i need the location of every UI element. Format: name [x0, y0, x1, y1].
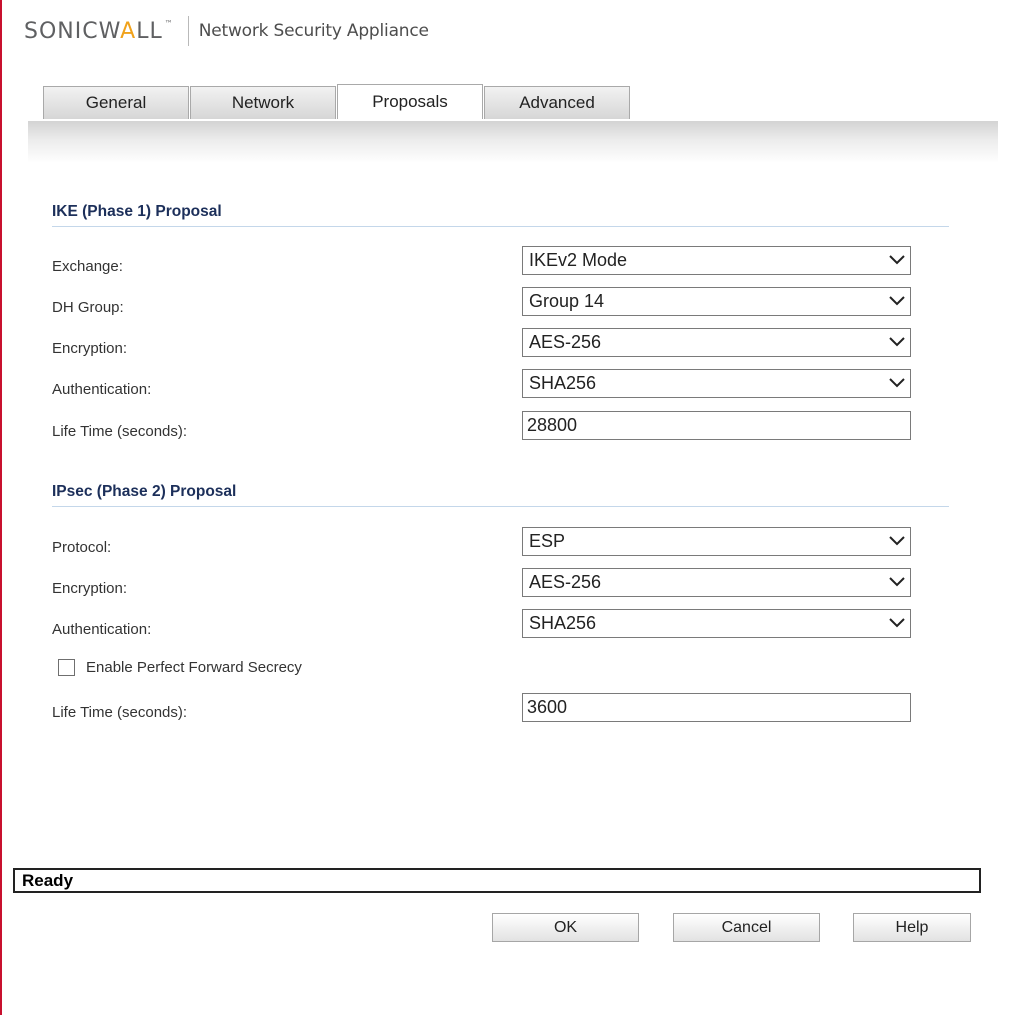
product-name: Network Security Appliance	[198, 21, 429, 41]
chevron-down-icon	[888, 293, 906, 309]
ike-encryption-label: Encryption:	[52, 340, 128, 357]
ipsec-encryption-label: Encryption:	[52, 580, 128, 597]
pfs-option[interactable]	[58, 659, 302, 676]
tab-proposals[interactable]: Proposals	[337, 84, 483, 119]
ipsec-authentication-label: Authentication:	[52, 621, 152, 638]
tab-strip	[43, 86, 631, 119]
ike-authentication-select[interactable]	[522, 369, 911, 398]
ipsec-lifetime-input[interactable]	[522, 693, 911, 722]
logo-text-end: LL	[136, 18, 163, 44]
ike-lifetime-input[interactable]	[522, 411, 911, 440]
exchange-select[interactable]	[522, 246, 911, 275]
protocol-select[interactable]	[522, 527, 911, 556]
header-divider	[188, 16, 189, 46]
chevron-down-icon	[888, 334, 906, 350]
chevron-down-icon	[888, 615, 906, 631]
ike-lifetime-label: Life Time (seconds):	[52, 423, 188, 440]
dh-group-select[interactable]	[522, 287, 911, 316]
pfs-label: Enable Perfect Forward Secrecy	[86, 659, 302, 676]
tab-network[interactable]: Network	[190, 86, 336, 119]
ipsec-encryption-select[interactable]	[522, 568, 911, 597]
cancel-button[interactable]: Cancel	[673, 913, 820, 942]
app-header	[24, 14, 429, 48]
protocol-label: Protocol:	[52, 539, 112, 556]
chevron-down-icon	[888, 574, 906, 590]
status-bar: Ready	[13, 868, 981, 893]
ike-encryption-value: AES-256	[529, 332, 602, 352]
help-button[interactable]: Help	[853, 913, 971, 942]
window-left-border	[0, 0, 2, 1015]
protocol-value: ESP	[529, 531, 566, 551]
ok-button[interactable]: OK	[492, 913, 639, 942]
tab-general[interactable]: General	[43, 86, 189, 119]
ipsec-authentication-value: SHA256	[529, 613, 597, 633]
exchange-label: Exchange:	[52, 258, 123, 275]
tab-advanced[interactable]: Advanced	[484, 86, 630, 119]
sonicwall-logo	[24, 19, 174, 44]
ipsec-authentication-select[interactable]	[522, 609, 911, 638]
ike-authentication-label: Authentication:	[52, 381, 152, 398]
ike-authentication-value: SHA256	[529, 373, 597, 393]
chevron-down-icon	[888, 252, 906, 268]
ike-encryption-select[interactable]	[522, 328, 911, 357]
chevron-down-icon	[888, 375, 906, 391]
dh-group-value: Group 14	[529, 291, 605, 311]
tab-content-header-bar	[28, 121, 998, 163]
pfs-checkbox[interactable]	[58, 659, 75, 676]
ipsec-lifetime-label: Life Time (seconds):	[52, 704, 188, 721]
chevron-down-icon	[888, 533, 906, 549]
logo-trademark: ™	[164, 18, 174, 28]
ipsec-encryption-value: AES-256	[529, 572, 602, 592]
ike-section-title: IKE (Phase 1) Proposal	[52, 203, 949, 227]
logo-text-accent: A	[120, 18, 137, 44]
dh-group-label: DH Group:	[52, 299, 124, 316]
ipsec-section-title: IPsec (Phase 2) Proposal	[52, 483, 949, 507]
exchange-value: IKEv2 Mode	[529, 250, 628, 270]
logo-text-start: SONICW	[24, 18, 121, 44]
